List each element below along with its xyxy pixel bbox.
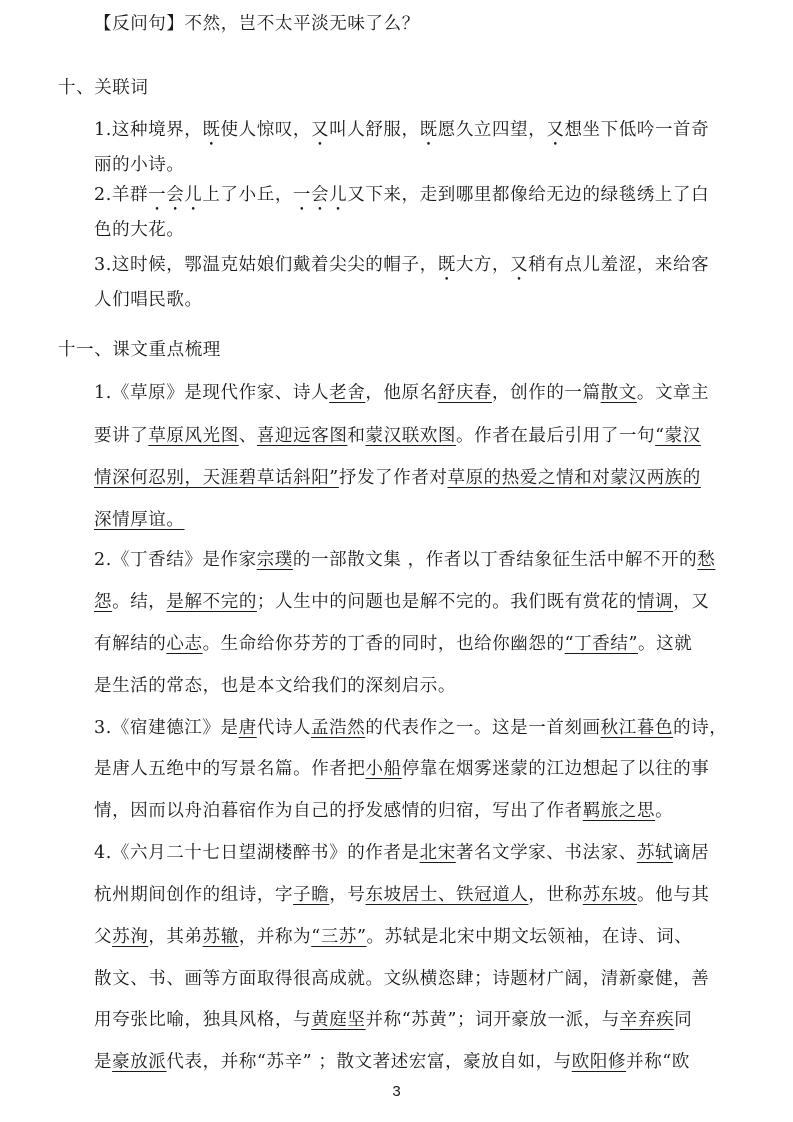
text-run: 4.《六月二十七日望湖楼醉书》的作者是 (94, 843, 420, 863)
text-run: 、 (238, 426, 257, 446)
text-run: 有解结的 (94, 634, 167, 654)
text-run: 。作者在最后引用了一句 (456, 426, 656, 446)
text-line (94, 757, 709, 781)
emphasized-conjunction: 既 (419, 120, 438, 140)
underlined-answer: 欧阳修 (571, 1052, 627, 1072)
text-line (94, 841, 709, 865)
text-run: 的一部散文集 ，作者以丁香结象征生活中解不开的 (292, 550, 698, 570)
text-run: 情，因而以舟泊暮宿作为自己的抒发感情的归宿，写出了作者 (94, 801, 583, 821)
text-run: ，创作的一篇 (492, 383, 601, 403)
underlined-answer: 苏轼 (636, 843, 674, 863)
text-run: 。苏轼是北宋中期文坛领袖，在诗、词、 (366, 927, 693, 947)
text-run: 稍有点儿羞涩，来给客 (528, 255, 710, 275)
text-run: 要讲了 (94, 426, 149, 446)
underlined-answer: 唐 (238, 718, 257, 738)
text-run: 2.《丁香结》是作家 (94, 550, 257, 570)
emphasized-conjunction: 又 (311, 120, 330, 140)
underlined-answer: 小船 (365, 759, 402, 779)
underlined-answer: 孟浩然 (311, 718, 366, 738)
text-run: 叫人舒服， (329, 120, 420, 140)
text-run: 是唐人五绝中的写景名篇。作者把 (94, 759, 366, 779)
emphasized-conjunction: 又 (510, 255, 529, 275)
underlined-answer: 羁旅之思 (582, 801, 656, 821)
emphasized-conjunction: 又 (546, 120, 565, 140)
text-line (94, 381, 709, 405)
underlined-answer: 草原的热爱之情和对蒙汉两族的 (447, 468, 701, 488)
text-run: 【反问句】不然，岂不太平淡无味了么？ (94, 14, 420, 34)
section-heading (58, 338, 221, 362)
text-run: 十一、课文重点梳理 (58, 340, 221, 360)
text-run: ；人生中的问题也是解不完的。我们既有赏花的 (256, 592, 638, 612)
underlined-answer: 草原风光图 (148, 426, 239, 446)
text-run: 散文、书、画等方面取得很高成就。文纵横恣肆；诗题材广阔，清新豪健，善 (94, 969, 710, 989)
text-line (94, 799, 673, 823)
text-run: 著名文学家、书法家、 (455, 843, 637, 863)
text-run: 丽的小诗。 (94, 155, 185, 175)
underlined-answer: 蒙汉联欢图 (365, 426, 457, 446)
text-run: 停靠在烟雾迷蒙的江边想起了以往的事 (401, 759, 710, 779)
text-run: 并称“欧 (626, 1052, 690, 1072)
text-run: 并称“苏黄”；词开豪放一派，与 (365, 1010, 620, 1030)
text-run: 愿久立四望， (437, 120, 547, 140)
underlined-answer: 宗璞 (256, 550, 293, 570)
emphasized-conjunction: 一会儿 (292, 185, 348, 205)
underlined-answer: 豪放派 (112, 1052, 167, 1072)
underlined-answer: 老舍 (329, 383, 366, 403)
text-run: 2.羊群 (94, 185, 149, 205)
text-run: 使人惊叹， (220, 120, 312, 140)
text-line (94, 424, 701, 448)
page-number: 3 (392, 1083, 401, 1100)
text-run: 。他与其 (637, 885, 710, 905)
text-line (94, 218, 185, 242)
text-run: 。这就 (638, 634, 693, 654)
text-run: 又下来，走到哪里都像给无边的绿毯绣上了白 (347, 185, 710, 205)
section-heading (58, 76, 149, 100)
text-run: 是 (94, 1052, 113, 1072)
underlined-answer: 苏东坡 (582, 885, 638, 905)
underlined-answer: “三苏” (311, 927, 367, 947)
text-run: 同 (674, 1010, 693, 1030)
text-line (94, 253, 709, 285)
text-line (94, 590, 709, 614)
text-run: 十、关联词 (58, 78, 149, 98)
underlined-answer: 舒庆春 (437, 383, 493, 403)
text-run: 谪居 (673, 843, 710, 863)
text-run: 大方， (455, 255, 511, 275)
emphasized-conjunction: 一会儿 (148, 185, 203, 205)
underlined-answer: “丁香结” (564, 634, 639, 654)
text-run: ，其弟 (148, 927, 203, 947)
text-line (94, 183, 709, 215)
text-run: 用夸张比喻，独具风格，与 (94, 1010, 312, 1030)
text-run: 想坐下低吟一首奇 (564, 120, 710, 140)
underlined-answer: 苏洵 (112, 927, 149, 947)
text-run: ，并称为 (238, 927, 312, 947)
underlined-answer: 情调 (637, 592, 674, 612)
text-run: ，他原名 (365, 383, 438, 403)
underlined-answer: 东坡居士、铁冠道人 (365, 885, 529, 905)
underlined-answer: 深情厚谊。 (94, 510, 185, 530)
text-run: 。生命给你芬芳的丁香的同时，也给你幽怨的 (202, 634, 565, 654)
underlined-answer: 北宋 (419, 843, 456, 863)
text-run: 代表，并称“苏辛” ；散文著述宏富，豪放自如，与 (166, 1052, 572, 1072)
text-line (94, 548, 715, 572)
underlined-answer: 愁 (697, 550, 716, 570)
text-run: ，号 (329, 885, 366, 905)
text-line (94, 716, 727, 740)
underlined-answer: 喜迎远客图 (256, 426, 348, 446)
text-line (94, 288, 203, 312)
text-run: 代诗人 (256, 718, 312, 738)
text-run: ，又 (673, 592, 710, 612)
text-line (94, 967, 709, 991)
underlined-answer: 是解不完的 (166, 592, 257, 612)
text-run: 的代表作之一。这是一首刻画 (365, 718, 601, 738)
underlined-answer: 情深何忍别，天涯碧草话斜阳” (94, 468, 339, 488)
text-run: 。 (655, 801, 674, 821)
text-run: 色的大花。 (94, 220, 185, 240)
text-run: 杭州期间创作的组诗，字 (94, 885, 294, 905)
underlined-answer: 苏辙 (202, 927, 239, 947)
underlined-answer: 子瞻 (293, 885, 330, 905)
text-line (94, 674, 456, 698)
text-line (94, 925, 692, 949)
underlined-answer: “蒙汉 (655, 426, 701, 446)
emphasized-conjunction: 既 (437, 255, 456, 275)
text-line (94, 118, 709, 150)
text-run: 是生活的常态，也是本文给我们的深刻启示。 (94, 676, 456, 696)
text-line (94, 12, 420, 36)
underlined-answer: 黄庭坚 (311, 1010, 366, 1030)
underlined-answer: 辛弃疾 (619, 1010, 675, 1030)
underlined-answer: 散文 (600, 383, 637, 403)
text-run: 。结， (112, 592, 167, 612)
text-line (94, 466, 701, 490)
text-run: 3.《宿建德江》是 (94, 718, 239, 738)
text-run: 的诗， (673, 718, 728, 738)
text-run: 父 (94, 927, 113, 947)
text-run: 3.这时候，鄂温克姑娘们戴着尖尖的帽子， (94, 255, 438, 275)
text-line (94, 153, 185, 177)
text-line (94, 1008, 692, 1032)
text-run: 抒发了作者对 (338, 468, 448, 488)
text-run: 1.《草原》是现代作家、诗人 (94, 383, 330, 403)
text-line (94, 883, 709, 907)
emphasized-conjunction: 既 (202, 120, 221, 140)
text-run: 上了小丘， (202, 185, 293, 205)
text-run: 人们唱民歌。 (94, 290, 203, 310)
text-run: 1.这种境界， (94, 120, 203, 140)
text-line (94, 1050, 690, 1074)
underlined-answer: 心志 (166, 634, 203, 654)
underlined-answer: 怨 (94, 592, 113, 612)
text-line (94, 632, 692, 656)
underlined-answer: 秋江暮色 (600, 718, 674, 738)
text-run: ，世称 (528, 885, 583, 905)
text-run: 和 (347, 426, 366, 446)
text-run: 。文章主 (636, 383, 710, 403)
text-line (94, 508, 185, 532)
